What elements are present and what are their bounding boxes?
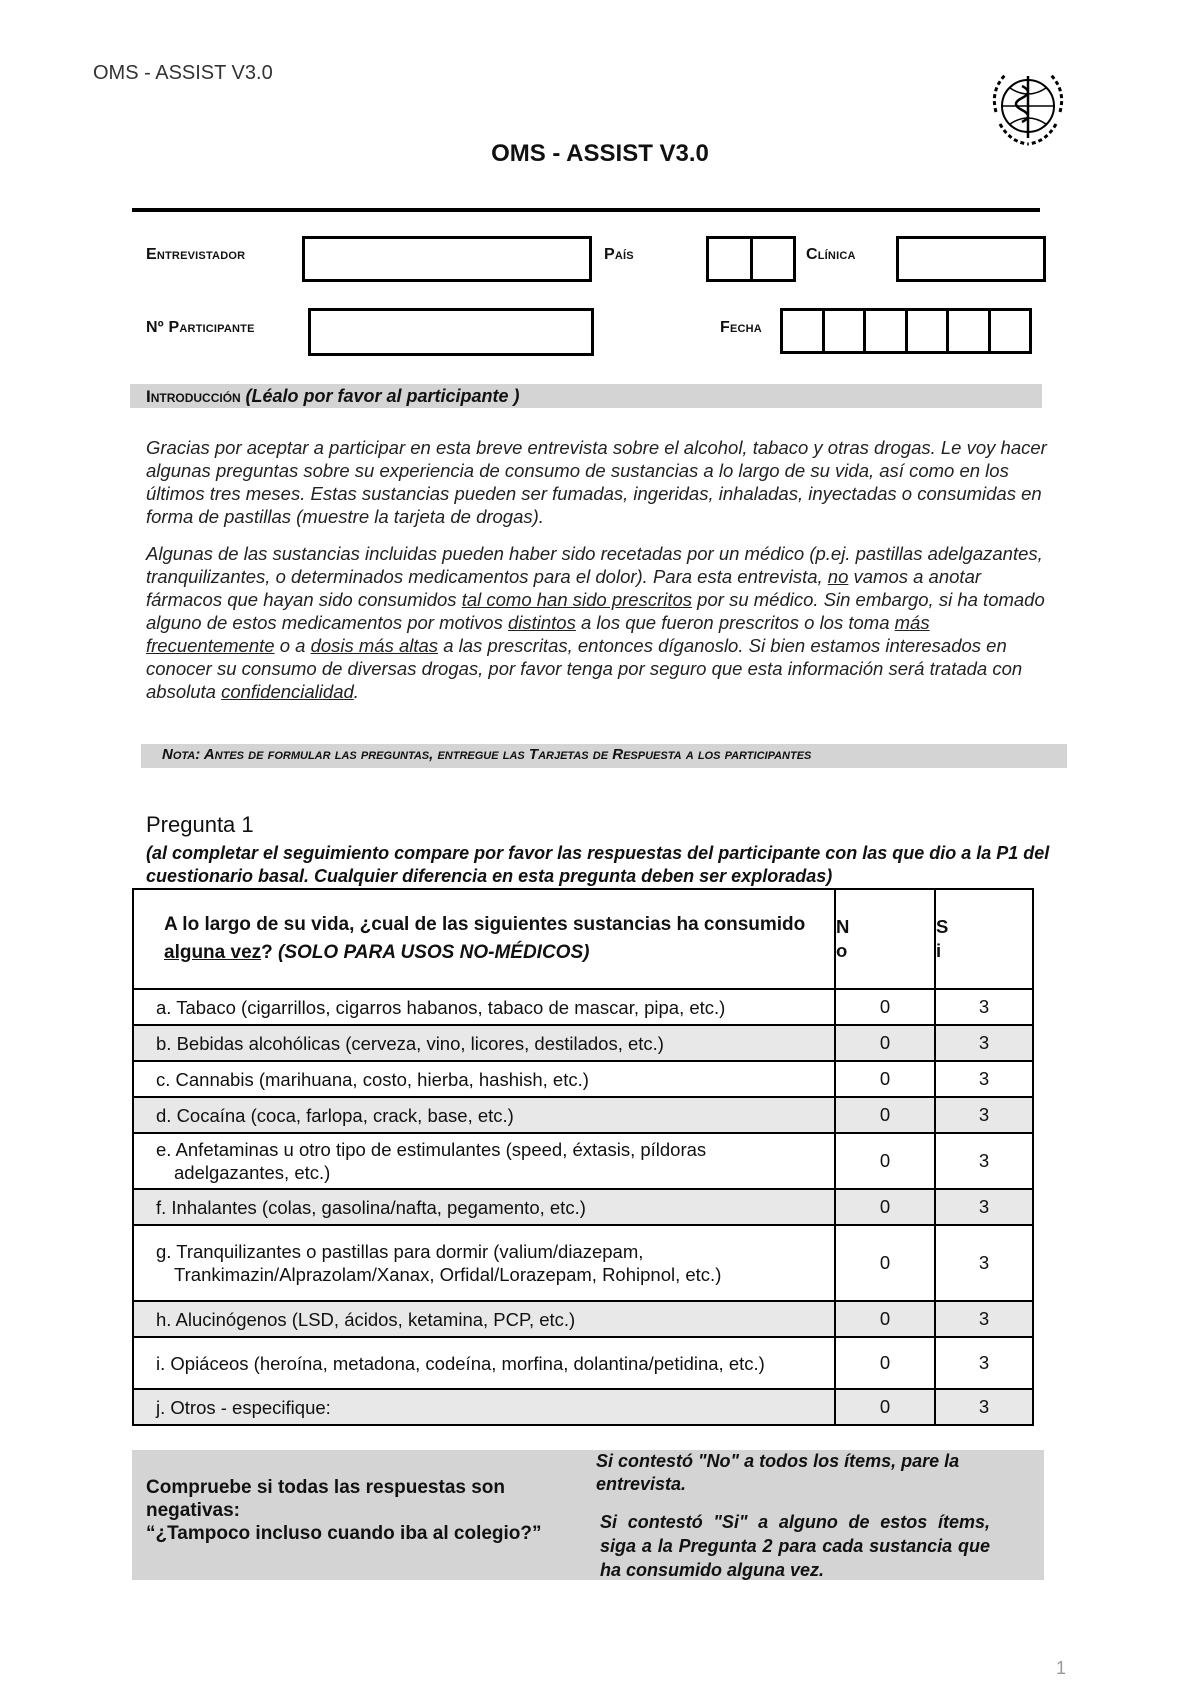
table-row [133, 1389, 1033, 1425]
row-si-value[interactable]: 3 [935, 1301, 1033, 1337]
row-label: g. Tranquilizantes o pastillas para dormir (valium/diazepam, Trankimazin/Alprazolam/Xanax, Orfidal/Lorazepam, Rohipnol, etc.) [156, 1241, 722, 1285]
country-field[interactable] [706, 236, 796, 282]
col-no-header [835, 889, 935, 989]
intro-heading [146, 386, 520, 407]
interviewer-field[interactable] [302, 236, 592, 282]
p2-text-e: o a [274, 635, 311, 656]
table-row [133, 989, 1033, 1025]
row-si-value[interactable]: 3 [935, 1337, 1033, 1389]
date-field[interactable] [780, 308, 1032, 354]
table-row [133, 1225, 1033, 1301]
row-label: f. Inhalantes (colas, gasolina/nafta, pegamento, etc.) [156, 1196, 586, 1218]
p2-text-d: a los que fueron prescritos o los toma [575, 612, 895, 633]
p2-text-end: . [353, 681, 359, 702]
intro-heading-label: Introducción [146, 387, 241, 406]
col-si-2: i [936, 940, 942, 961]
row-label: e. Anfetaminas u otro tipo de estimulantes (speed, éxtasis, píldoras adelgazantes, etc.) [156, 1139, 707, 1183]
p2-distintos: distintos [507, 612, 576, 633]
p2-confidentiality: confidencialidad [221, 681, 354, 702]
page-number: 1 [1056, 1658, 1067, 1678]
row-no-value[interactable]: 0 [835, 1061, 935, 1097]
table-row [133, 1337, 1033, 1389]
question-1-title: Pregunta 1 [146, 812, 254, 837]
col-no-2: o [836, 940, 848, 961]
table-header-row [133, 889, 1033, 989]
p2-frequent: más frecuentemente [146, 612, 930, 656]
date-label: Fecha [720, 319, 762, 336]
p2-text-a: Algunas de las sustancias incluidas pueden haber sido recetadas por un médico (p.ej. pastillas adelgazantes, tranquilizantes, o determinados medicamentos para el dolor). Para esta entrevista, [146, 543, 1043, 587]
p2-text-b: vamos a anotar fármacos que hayan sido consumidos [146, 566, 982, 610]
interviewer-label: Entrevistador [146, 246, 246, 263]
table-row [133, 1025, 1033, 1061]
row-si-value[interactable]: 3 [935, 1025, 1033, 1061]
p2-text-f: a las prescritas, entonces díganoslo. Si bien estamos interesados en conocer su consumo de diversas drogas, por favor tenga por seguro que esta información será tratada con absoluta [146, 635, 1023, 702]
intro-paragraph-2 [146, 542, 1058, 703]
row-label: a. Tabaco (cigarrillos, cigarros habanos, tabaco de mascar, pipa, etc.) [156, 996, 726, 1018]
question-1-prompt [133, 889, 835, 989]
row-si-value[interactable]: 3 [935, 1097, 1033, 1133]
running-header: OMS - ASSIST V3.0 [93, 62, 273, 84]
q-prompt-a: A lo largo de su vida, ¿cual de las siguientes sustancias ha consumido [164, 914, 806, 935]
row-no-value[interactable]: 0 [835, 1189, 935, 1225]
check-right-stop: Si contestó "No" a todos los ítems, pare la entrevista. [596, 1451, 960, 1494]
country-label: País [604, 246, 634, 263]
participant-field[interactable] [308, 308, 594, 356]
intro-paragraph-1: Gracias por aceptar a participar en esta breve entrevista sobre el alcohol, tabaco y otras drogas. Le voy hacer algunas preguntas sobre su experiencia de consumo de sustancias a lo largo de su vida, así como en los últimos tres meses. Estas sustancias pueden ser fumadas, ingeridas, inhaladas, inyectadas o consumidas en forma de pastillas (muestre la tarjeta de drogas). [146, 437, 1047, 527]
row-no-value[interactable]: 0 [835, 1389, 935, 1425]
row-label: h. Alucinógenos (LSD, ácidos, ketamina, PCP, etc.) [156, 1308, 576, 1330]
table-row [133, 1097, 1033, 1133]
row-si-value[interactable]: 3 [935, 1189, 1033, 1225]
row-no-value[interactable]: 0 [835, 1337, 935, 1389]
row-no-value[interactable]: 0 [835, 1301, 935, 1337]
page-title: OMS - ASSIST V3.0 [491, 140, 709, 167]
table-row [133, 1189, 1033, 1225]
col-si-1: S [936, 916, 949, 937]
row-label: j. Otros - especifique: [156, 1396, 331, 1418]
table-row [133, 1301, 1033, 1337]
check-right-continue: Si contestó "Si" a alguno de estos ítems, siga a la Pregunta 2 para cada sustancia que ha consumido alguna vez. [600, 1512, 990, 1580]
question-1-note: (al completar el seguimiento compare por favor las respuestas del participante con las que dio a la P1 del cuestionario basal. Cualquier diferencia en esta pregunta deben ser exploradas) [146, 843, 1050, 886]
q-prompt-italic: (SOLO PARA USOS NO-MÉDICOS) [278, 942, 590, 963]
row-si-value[interactable]: 3 [935, 1133, 1033, 1189]
col-no-1: N [836, 916, 850, 937]
row-no-value[interactable]: 0 [835, 1025, 935, 1061]
substances-table [132, 888, 1034, 1426]
row-si-value[interactable]: 3 [935, 1225, 1033, 1301]
title-divider [132, 208, 1040, 212]
row-si-value[interactable]: 3 [935, 1061, 1033, 1097]
clinic-field[interactable] [896, 236, 1046, 282]
p2-prescribed: tal como han sido prescritos [461, 589, 693, 610]
check-left-line-1: Compruebe si todas las respuestas son negativas: [146, 1477, 506, 1521]
q-prompt-underline: alguna vez [164, 942, 262, 963]
row-no-value[interactable]: 0 [835, 1133, 935, 1189]
row-si-value[interactable]: 3 [935, 1389, 1033, 1425]
row-no-value[interactable]: 0 [835, 1225, 935, 1301]
row-no-value[interactable]: 0 [835, 1097, 935, 1133]
nota-text: Nota: Antes de formular las preguntas, entregue las Tarjetas de Respuesta a los participantes [162, 746, 812, 763]
p2-text-c: por su médico. Sin embargo, si ha tomado alguno de estos medicamentos por motivos [146, 589, 1045, 633]
p2-no: no [827, 566, 849, 587]
intro-heading-note: (Léalo por favor al participante ) [245, 386, 520, 406]
check-left-text [146, 1476, 586, 1545]
col-si-header [935, 889, 1033, 989]
row-label: c. Cannabis (marihuana, costo, hierba, hashish, etc.) [156, 1068, 589, 1090]
row-no-value[interactable]: 0 [835, 989, 935, 1025]
row-label: i. Opiáceos (heroína, metadona, codeína, morfina, dolantina/petidina, etc.) [156, 1352, 765, 1374]
p2-higher: dosis más altas [310, 635, 439, 656]
row-si-value[interactable]: 3 [935, 989, 1033, 1025]
clinic-label: Clínica [806, 246, 856, 263]
row-label: d. Cocaína (coca, farlopa, crack, base, etc.) [156, 1104, 514, 1126]
row-label: b. Bebidas alcohólicas (cerveza, vino, licores, destilados, etc.) [156, 1032, 664, 1054]
check-left-line-2: “¿Tampoco incluso cuando iba al colegio?” [146, 1523, 542, 1544]
table-row [133, 1061, 1033, 1097]
participant-label: Nº Participante [146, 319, 255, 336]
q-prompt-b: ? [261, 942, 279, 963]
table-row [133, 1133, 1033, 1189]
